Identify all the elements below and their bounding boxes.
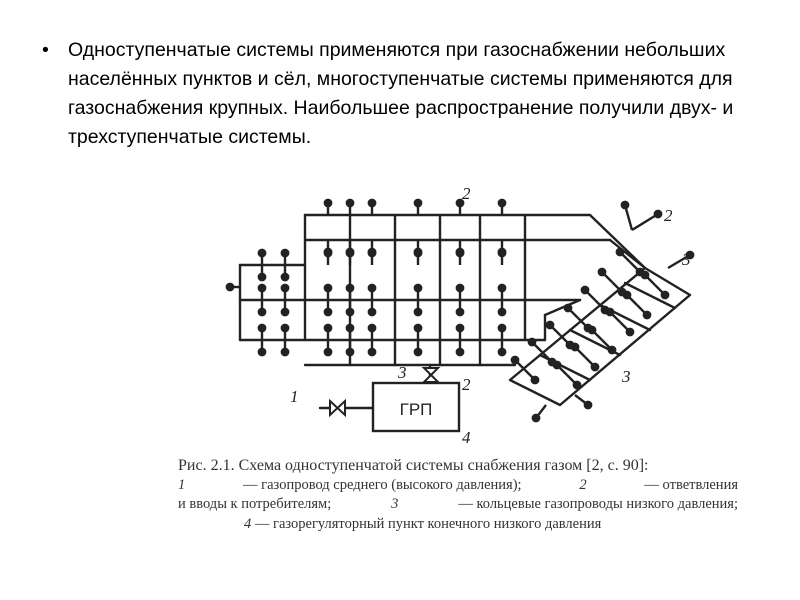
consumer-point <box>369 325 375 331</box>
consumer-point <box>282 309 288 315</box>
consumer-point <box>415 325 421 331</box>
consumer-point <box>499 285 505 291</box>
consumer-point <box>627 329 633 335</box>
caption-num-2: 2 <box>579 476 587 493</box>
consumer-point <box>499 349 505 355</box>
consumer-point <box>532 377 538 383</box>
consumer-point <box>415 285 421 291</box>
callout-3-low: 3 <box>622 367 631 386</box>
consumer-point <box>457 250 463 256</box>
caption-num-1: 1 <box>178 476 186 493</box>
consumer-point <box>369 349 375 355</box>
consumer-point <box>582 287 588 293</box>
consumer-point <box>347 285 353 291</box>
consumer-point <box>325 200 331 206</box>
consumer-point <box>369 200 375 206</box>
caption-line-4 <box>178 515 738 535</box>
consumer-point <box>347 200 353 206</box>
consumer-point <box>259 349 265 355</box>
consumer-point <box>662 292 668 298</box>
caption-text-1: — газопровод среднего (высокого давления); <box>243 476 522 493</box>
consumer-point <box>415 309 421 315</box>
callout-1: 1 <box>290 387 299 406</box>
caption-num-4: 4 <box>244 515 252 532</box>
consumer-point <box>282 285 288 291</box>
consumer-point <box>325 285 331 291</box>
consumer-point <box>347 349 353 355</box>
consumer-point <box>415 349 421 355</box>
callout-2-right: 2 <box>664 206 673 225</box>
consumer-point <box>512 357 518 363</box>
callout-4: 4 <box>462 428 471 447</box>
consumer-point <box>565 305 571 311</box>
consumer-point <box>617 249 623 255</box>
consumer-point <box>457 349 463 355</box>
consumer-point <box>599 269 605 275</box>
consumer-point <box>457 325 463 331</box>
grid-top-pipe <box>305 215 645 268</box>
consumer-point <box>589 327 595 333</box>
caption-line-1: Рис. 2.1. Схема одноступенчатой системы снабжения газом [2, с. 90]: <box>178 457 649 474</box>
caption-text-4: — кольцевые газопроводы низкого давления; <box>458 496 738 512</box>
callout-3-mid: 3 <box>398 363 407 382</box>
consumer-point <box>325 250 331 256</box>
consumer-point <box>282 274 288 280</box>
caption-num-3: 3 <box>391 496 399 512</box>
callout-3-right: 3 <box>682 250 691 269</box>
consumer-branch <box>632 214 658 230</box>
consumer-point <box>259 309 265 315</box>
consumer-point <box>282 349 288 355</box>
figure-caption <box>178 456 738 534</box>
consumer-point <box>369 250 375 256</box>
consumer-point <box>347 309 353 315</box>
consumer-point <box>347 250 353 256</box>
consumer-point <box>259 285 265 291</box>
consumer-point <box>259 274 265 280</box>
caption-text-2: — ответвления <box>644 476 738 493</box>
consumer-point <box>655 211 661 217</box>
bullet-text: Одноступенчатые системы применяются при газоснабжении небольших населённых пунктов и сёл, многоступенчатые системы применяются для газоснабжения крупных. Наибольшее распространение получили двух- и трехступенчатые системы. <box>68 39 734 148</box>
consumer-point <box>227 284 233 290</box>
grp-label: ГРП <box>399 400 433 419</box>
consumer-point <box>457 309 463 315</box>
consumer-point <box>644 312 650 318</box>
consumer-point <box>585 402 591 408</box>
consumer-point <box>259 250 265 256</box>
consumer-point <box>533 415 539 421</box>
consumer-point <box>574 382 580 388</box>
consumer-point <box>547 322 553 328</box>
consumer-point <box>622 202 628 208</box>
consumer-point <box>259 325 265 331</box>
consumer-point <box>282 250 288 256</box>
consumer-point <box>347 325 353 331</box>
consumer-point <box>282 325 288 331</box>
consumer-point <box>499 309 505 315</box>
consumer-point <box>325 309 331 315</box>
consumer-point <box>529 339 535 345</box>
caption-line-2 <box>178 476 738 496</box>
caption-line-3 <box>178 495 738 515</box>
callout-2-top: 2 <box>462 184 471 203</box>
consumer-point <box>457 285 463 291</box>
consumer-point <box>499 325 505 331</box>
caption-text-5: — газорегуляторный пункт конечного низкого давления <box>254 515 602 532</box>
consumer-point <box>572 344 578 350</box>
consumer-point <box>642 272 648 278</box>
bullet-point: • <box>42 39 49 61</box>
consumer-point <box>415 200 421 206</box>
consumer-point <box>624 292 630 298</box>
consumer-point <box>554 362 560 368</box>
consumer-point <box>369 309 375 315</box>
callout-2-bottom: 2 <box>462 375 471 394</box>
consumer-point <box>607 309 613 315</box>
consumer-point <box>499 250 505 256</box>
consumer-point <box>592 364 598 370</box>
consumer-point <box>609 347 615 353</box>
consumer-point <box>325 325 331 331</box>
caption-text-3: и вводы к потребителям; <box>178 496 332 512</box>
consumer-point <box>415 250 421 256</box>
consumer-point <box>499 200 505 206</box>
consumer-point <box>369 285 375 291</box>
consumer-point <box>325 349 331 355</box>
